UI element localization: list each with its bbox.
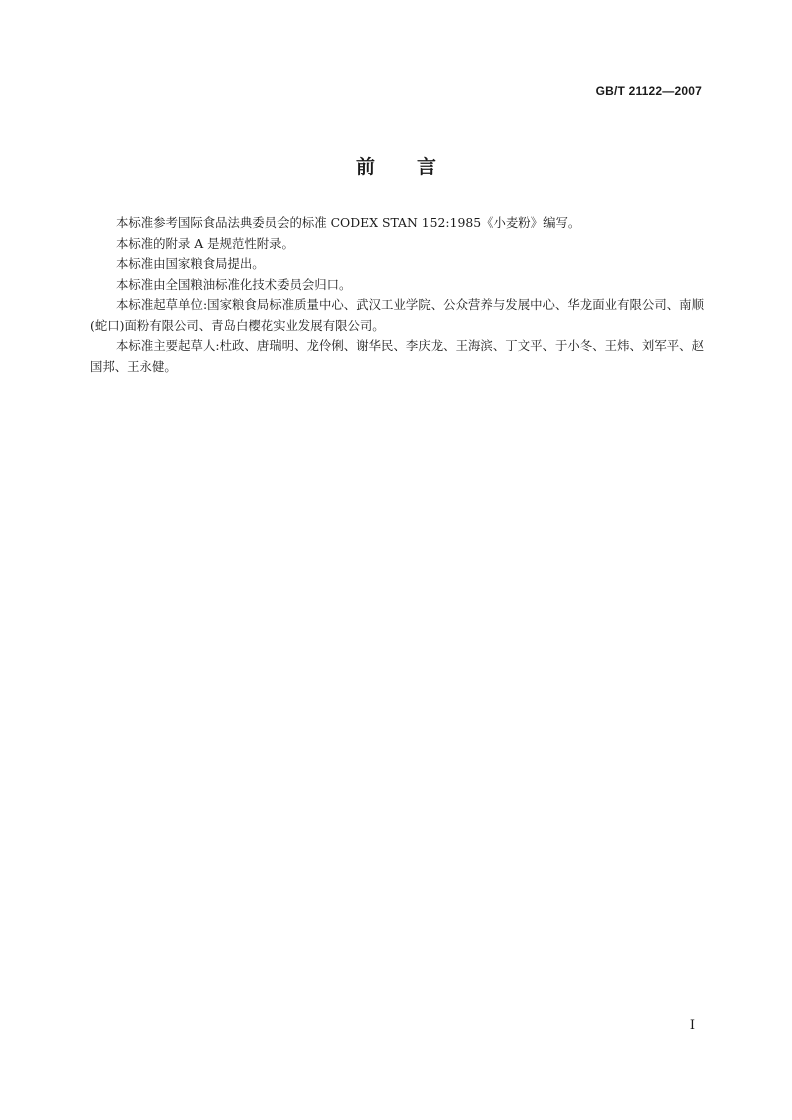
paragraph-responsible-committee: 本标准由全国粮油标准化技术委员会归口。 <box>116 276 352 292</box>
paragraph-drafting-units: 本标准起草单位:国家粮食局标准质量中心、武汉工业学院、公众营养与发展中心、华龙面业有限公司、南顺(蛇口)面粉有限公司、青岛白樱花实业发展有限公司。 <box>90 297 704 333</box>
page-title: 前言 <box>355 156 478 178</box>
foreword-body <box>90 213 704 377</box>
paragraph-drafters: 本标准主要起草人:杜政、唐瑞明、龙伶俐、谢华民、李庆龙、王海滨、丁文平、于小冬、王炜、刘军平、赵国邦、王永健。 <box>90 338 704 374</box>
standard-number: GB/T 21122—2007 <box>595 84 702 98</box>
paragraph-appendix: 本标准的附录 A 是规范性附录。 <box>116 235 294 251</box>
paragraph-proposer: 本标准由国家粮食局提出。 <box>116 256 265 271</box>
paragraph-reference-standard: 本标准参考国际食品法典委员会的标准 CODEX STAN 152:1985《小麦粉》编写。 <box>116 215 581 230</box>
page-number: I <box>689 1018 695 1033</box>
